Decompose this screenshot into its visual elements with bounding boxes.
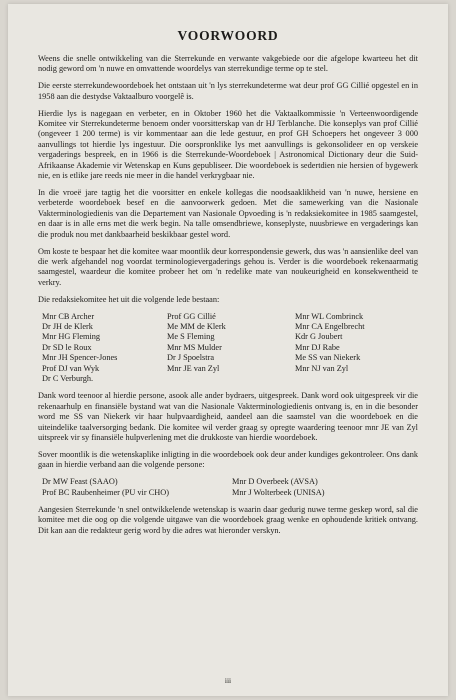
member-name: Dr J Spoelstra bbox=[167, 353, 215, 363]
expert-name: Prof BC Raubenheimer (PU vir CHO) bbox=[42, 487, 169, 497]
member-name: Dr JH de Klerk bbox=[42, 321, 93, 331]
member-name: Mnr HG Fleming bbox=[42, 332, 101, 342]
member-name: Mnr JH Spencer-Jones bbox=[42, 353, 118, 363]
paragraph-6: Die redaksiekomitee het uit die volgende lede bestaan: bbox=[38, 294, 220, 304]
member-name: Me S Fleming bbox=[167, 332, 215, 342]
member-name: Mnr NJ van Zyl bbox=[295, 363, 349, 373]
page-number: iii bbox=[224, 676, 232, 685]
paragraph-3: Hierdie lys is nagegaan en verbeter, en in Oktober 1960 het die Vaktaalkommissie 'n Verteenwoordigende Komitee vir Sterrekundeterme benoem onder voorsitterskap van dr HJ Terblanche. Die konseplys van prof Cillié (ongeveer 1 200 terme) is vir kommentaar aan die lede gestuur, en prof GH Schoepers het ongeveer 3 000 aanvullings tot hierdie lys ingestuur. Die oorspronklike lys met aanvullings is gekonsolideer en op verskeie vergaderings bespreek, en in 1966 is die Sterrekunde-Woordeboek | Astronomical Dictionary deur die Suid-Afrikaanse Akademie vir Wetenskap en Kuns gepubliseer. Die woordeboek is sedertdien nie hersien of bygewerk nie, en is etlike jare reeds nie meer in die handel verkrygbaar nie. bbox=[38, 108, 418, 181]
paragraph-8: Sover moontlik is die wetenskaplike inligting in die woordeboek ook deur ander kundiges gekontroleer. Ons dank gaan in hierdie verband aan die volgende persone: bbox=[38, 449, 418, 470]
members-column-2 bbox=[167, 312, 295, 385]
member-name: Mnr MS Mulder bbox=[167, 342, 222, 352]
closing-paragraph: Aangesien Sterrekunde 'n snel ontwikkelende wetenskap is waarin daar gedurig nuwe terme geskep word, sal die komitee met die oog op die volgende uitgawe van die woordeboek graag wenke en ophoudende kritiek ontvang. Dit kan aan die redakteur gerig word by die adres wat hieronder verskyn. bbox=[38, 505, 418, 535]
expert-name: Mnr J Wolterbeek (UNISA) bbox=[232, 487, 325, 497]
page-content bbox=[38, 28, 418, 543]
member-name: Prof DJ van Wyk bbox=[42, 363, 100, 373]
paragraph-5: Om koste te bespaar het die komitee waar moontlik deur korrespondensie gewerk, dus was 'n aansienlike deel van die werk afgehandel nog voordat terminologievergaderings gehou is. Verder is die woordeboek rekenaarmatig saamgestel, waardeur die komitee probeer het om 'n redelike mate van noukeurigheid en konsekwentheid te verkry. bbox=[38, 246, 418, 287]
member-name: Mnr CB Archer bbox=[42, 311, 95, 321]
expert-name: Mnr D Overbeek (AVSA) bbox=[232, 477, 318, 487]
committee-members-list bbox=[38, 312, 418, 385]
members-column-3 bbox=[295, 312, 422, 385]
member-name: Dr SD le Roux bbox=[42, 342, 92, 352]
experts-column-1 bbox=[42, 477, 232, 498]
paragraph-4: In die vroeë jare tagtig het die voorsitter en enkele kollegas die noodsaaklikheid van 'n nuwe, hersiene en verbeterde woordeboek besef en die aanvoorwerk gedoen. Met die samewerking van die Nasionale Vakterminologiedienis van die Departement van Nasionale Opvoeding is 'n redaksiekomitee in 1985 saamgestel, en daar is in alle erns met die werk begin. Na talle omsendbriewe, konseplyste, nuusbriewe en vergaderings kan die produk nou met dankbaarheid beskikbaar gestel word. bbox=[38, 187, 418, 239]
member-name: Me SS van Niekerk bbox=[295, 353, 361, 363]
member-name: Prof GG Cillié bbox=[167, 311, 216, 321]
document-page bbox=[8, 4, 448, 696]
paragraph-7: Dank word teenoor al hierdie persone, asook alle ander bydraers, uitgespreek. Dank word ook uitgespreek vir die rekenaarhulp en finansiële bystand wat van die Nasionale Vakterminologiedienis ontvang is, en in die besonder word me SS van Niekerk vir haar hulpvaardigheid, aandeel aan die saamstel van die woordeboek en die uiteindelike taalversorging bedank. Die komitee wil verder graag sy opregte waardering teenoor mnr JE van Zyl uitspreek vir sy finansiële hulpverlening met die drukkoste van hierdie woordeboek. bbox=[38, 391, 418, 442]
expert-name: Dr MW Feast (SAAO) bbox=[42, 477, 118, 487]
member-name: Mnr CA Engelbrecht bbox=[295, 321, 365, 331]
member-name: Kdr G Joubert bbox=[295, 332, 343, 342]
member-name: Dr C Verburgh. bbox=[42, 373, 94, 383]
member-name: Mnr WL Combrinck bbox=[295, 311, 364, 321]
paragraph-1: Weens die snelle ontwikkeling van die Sterrekunde en verwante vakgebiede oor die afgelope kwarteeu het dit nodig geword om 'n nuwe en omvattende woordelys van sterrekundige terme op te stel. bbox=[38, 54, 418, 74]
experts-column-2 bbox=[232, 477, 422, 498]
member-name: Mnr DJ Rabe bbox=[295, 342, 340, 352]
member-name: Mnr JE van Zyl bbox=[167, 363, 220, 373]
members-column-1 bbox=[42, 312, 167, 385]
page-title: VOORWOORD bbox=[177, 28, 279, 43]
paragraph-2: Die eerste sterrekundewoordeboek het ontstaan uit 'n lys sterrekundeterme wat deur prof GG Cillié opgestel en in 1958 aan die destydse Vaktaalburo voorgelê is. bbox=[38, 81, 418, 101]
member-name: Me MM de Klerk bbox=[167, 321, 226, 331]
experts-list bbox=[38, 477, 418, 498]
